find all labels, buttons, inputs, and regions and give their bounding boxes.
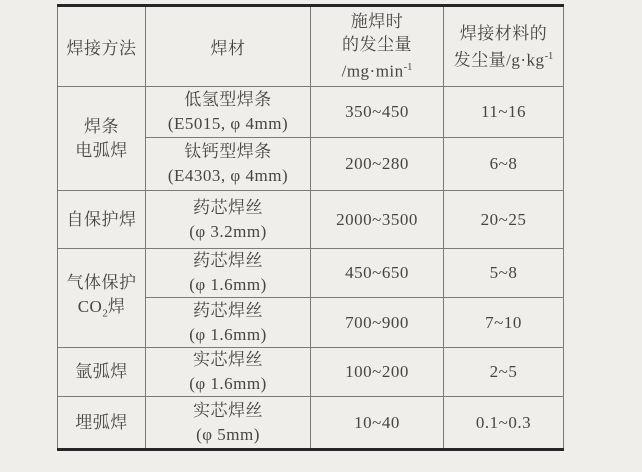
material-line1: 钛钙型焊条 xyxy=(184,142,272,161)
material-cell xyxy=(146,138,311,191)
header-dust-during-line2: 的发尘量 xyxy=(342,35,412,55)
material-line2: (φ 1.6mm) xyxy=(189,275,267,294)
dust-during-cell: 450~650 xyxy=(311,249,444,298)
header-dust-during-line1: 施焊时 xyxy=(350,12,404,32)
table-row xyxy=(58,87,564,138)
material-line2: (E5015, φ 4mm) xyxy=(167,114,289,133)
material-cell xyxy=(146,87,311,138)
dust-per-kg-cell: 6~8 xyxy=(444,138,564,191)
dust-per-kg-cell: 0.1~0.3 xyxy=(444,397,564,450)
material-line1: 药芯焊丝 xyxy=(193,197,263,217)
material-cell xyxy=(146,397,311,450)
material-line2: (φ 1.6mm) xyxy=(189,374,267,393)
method-cell-smaw xyxy=(58,87,146,191)
dust-during-cell: 10~40 xyxy=(311,397,444,450)
unit-base: /mg·min xyxy=(341,61,404,81)
dust-during-cell: 200~280 xyxy=(311,138,444,191)
header-dust-per-kg-unit xyxy=(446,45,561,72)
method-cell-submerged-arc xyxy=(58,397,146,450)
method-cell-co2-shielded xyxy=(58,249,146,348)
method-line1: 焊条 xyxy=(84,116,119,136)
material-line1: 药芯焊丝 xyxy=(193,300,263,320)
chem-formula-suffix: 焊 xyxy=(107,296,126,316)
unit-superscript: -1 xyxy=(544,50,554,62)
chem-formula-subscript: 2 xyxy=(102,307,108,320)
method-line2 xyxy=(60,295,143,325)
welding-dust-emission-table xyxy=(57,4,564,451)
material-line1: 实芯焊丝 xyxy=(193,350,263,369)
material-line2: (φ 5mm) xyxy=(196,424,260,444)
material-cell xyxy=(146,249,311,298)
chem-formula-base: CO xyxy=(77,296,103,316)
method-line1: 自保护焊 xyxy=(66,209,137,229)
table-row xyxy=(58,397,564,450)
method-line2: 电弧焊 xyxy=(75,140,128,160)
header-material-label: 焊材 xyxy=(210,39,246,58)
header-dust-per-kg-line1: 焊接材料的 xyxy=(459,23,548,43)
material-line1: 低氢型焊条 xyxy=(184,90,272,109)
dust-per-kg-cell: 5~8 xyxy=(444,249,564,298)
unit-base: 发尘量/g·kg xyxy=(453,50,545,70)
material-line1: 实芯焊丝 xyxy=(193,400,263,420)
table-row xyxy=(58,348,564,397)
material-line2: (φ 1.6mm) xyxy=(189,324,267,344)
dust-per-kg-cell: 11~16 xyxy=(444,87,564,138)
dust-during-cell: 2000~3500 xyxy=(311,191,444,249)
method-cell-self-shielded xyxy=(58,191,146,249)
material-cell xyxy=(146,348,311,397)
table-row xyxy=(58,249,564,298)
header-cell-material xyxy=(146,6,311,87)
table-row xyxy=(58,191,564,249)
header-cell-dust-during xyxy=(311,6,444,87)
method-line1: 氩弧焊 xyxy=(75,362,128,381)
unit-superscript: -1 xyxy=(403,62,413,74)
table-header-row xyxy=(58,6,564,87)
material-cell xyxy=(146,298,311,348)
material-line2: (φ 3.2mm) xyxy=(189,221,267,241)
method-line1: 埋弧焊 xyxy=(75,412,128,432)
header-dust-during-unit xyxy=(313,56,441,83)
header-cell-method xyxy=(58,6,146,87)
dust-during-cell: 350~450 xyxy=(311,87,444,138)
dust-per-kg-cell: 7~10 xyxy=(444,298,564,348)
material-line1: 药芯焊丝 xyxy=(193,251,263,270)
dust-per-kg-cell: 2~5 xyxy=(444,348,564,397)
dust-during-cell: 100~200 xyxy=(311,348,444,397)
dust-per-kg-cell: 20~25 xyxy=(444,191,564,249)
material-line2: (E4303, φ 4mm) xyxy=(167,166,289,185)
method-cell-argon-arc xyxy=(58,348,146,397)
header-method-label: 焊接方法 xyxy=(66,39,137,58)
dust-during-cell: 700~900 xyxy=(311,298,444,348)
material-cell xyxy=(146,191,311,249)
header-cell-dust-per-kg xyxy=(444,6,564,87)
method-line1: 气体保护 xyxy=(66,272,137,292)
